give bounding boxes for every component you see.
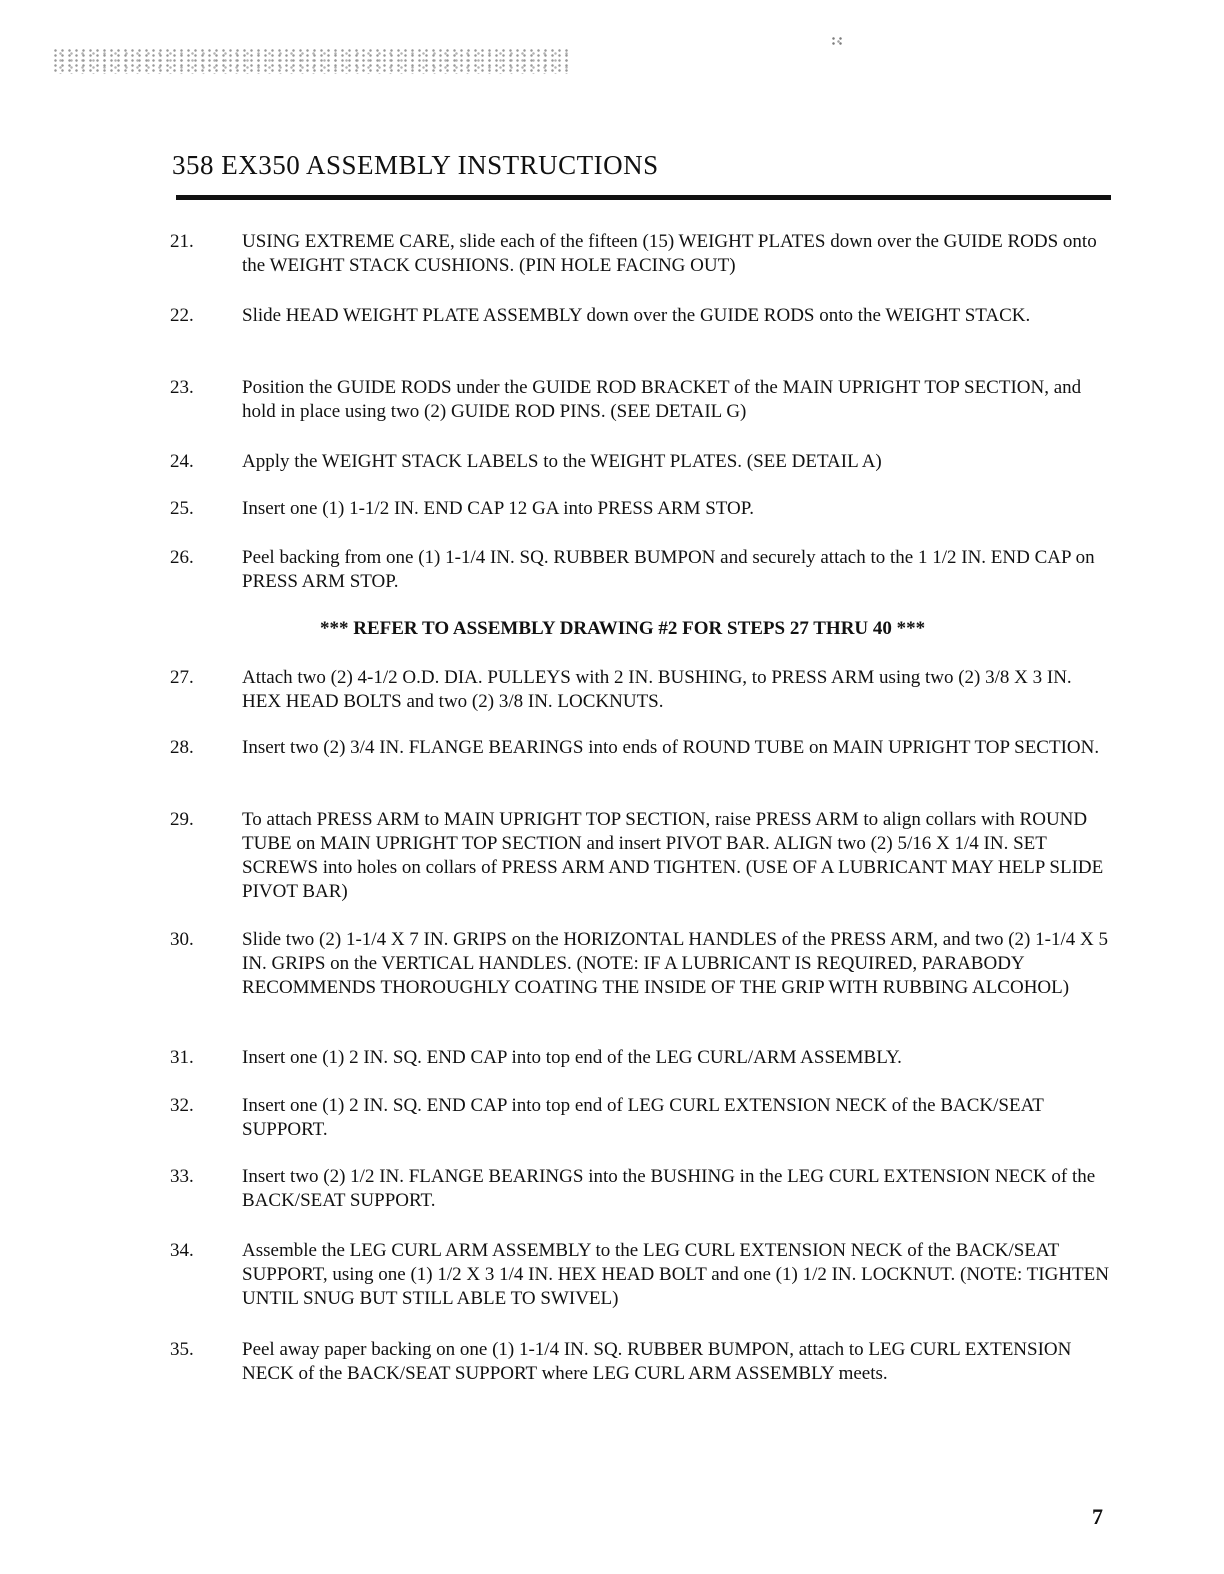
step-text: Slide HEAD WEIGHT PLATE ASSEMBLY down over the GUIDE RODS onto the WEIGHT STACK. — [242, 305, 1031, 326]
step-number: 34. — [170, 1240, 194, 1261]
step-number: 23. — [170, 377, 194, 398]
title-rule — [176, 195, 1111, 200]
step-text: Insert one (1) 2 IN. SQ. END CAP into top end of the LEG CURL/ARM ASSEMBLY. — [242, 1047, 902, 1068]
step-text: To attach PRESS ARM to MAIN UPRIGHT TOP SECTION, raise PRESS ARM to align collars with ROUND TUBE on MAIN UPRIGHT TOP SECTION and insert PIVOT BAR. ALIGN two (2) 5/16 X 1/4 IN. SET SCREWS into holes on collars of PRESS ARM AND TIGHTEN. (USE OF A LUBRICANT MAY HELP SLIDE PIVOT BAR) — [242, 809, 1104, 902]
step-text: Attach two (2) 4-1/2 O.D. DIA. PULLEYS with 2 IN. BUSHING, to PRESS ARM using two (2) 3/8 X 3 IN. HEX HEAD BOLTS and two (2) 3/8 IN. LOCKNUTS. — [242, 667, 1072, 712]
step-text: Insert one (1) 2 IN. SQ. END CAP into top end of LEG CURL EXTENSION NECK of the BACK/SEAT SUPPORT. — [242, 1095, 1044, 1140]
page-number: 7 — [1092, 1504, 1103, 1529]
step-text: Insert two (2) 3/4 IN. FLANGE BEARINGS into ends of ROUND TUBE on MAIN UPRIGHT TOP SECTION. — [242, 737, 1100, 758]
step-text: Slide two (2) 1-1/4 X 7 IN. GRIPS on the HORIZONTAL HANDLES of the PRESS ARM, and two (2) 1-1/4 X 5 IN. GRIPS on the VERTICAL HANDLES. (NOTE: IF A LUBRICANT IS REQUIRED, PARABODY RECOMMENDS THOROUGHLY COATING THE INSIDE OF THE GRIP WITH RUBBING ALCOHOL) — [242, 929, 1108, 998]
step-number: 31. — [170, 1047, 194, 1068]
step-number: 21. — [170, 231, 194, 252]
step-number: 28. — [170, 737, 194, 758]
step-text: Insert two (2) 1/2 IN. FLANGE BEARINGS into the BUSHING in the LEG CURL EXTENSION NECK of the BACK/SEAT SUPPORT. — [242, 1166, 1096, 1211]
page-title: 358 EX350 ASSEMBLY INSTRUCTIONS — [172, 150, 659, 180]
step-number: 33. — [170, 1166, 194, 1187]
step-number: 30. — [170, 929, 194, 950]
step-text: Apply the WEIGHT STACK LABELS to the WEIGHT PLATES. (SEE DETAIL A) — [242, 451, 882, 472]
step-text: Insert one (1) 1-1/2 IN. END CAP 12 GA into PRESS ARM STOP. — [242, 498, 754, 519]
step-number: 26. — [170, 547, 194, 568]
step-number: 29. — [170, 809, 194, 830]
step-number: 27. — [170, 667, 194, 688]
refer-note: *** REFER TO ASSEMBLY DRAWING #2 FOR STEPS 27 THRU 40 *** — [320, 618, 926, 639]
step-text: Position the GUIDE RODS under the GUIDE ROD BRACKET of the MAIN UPRIGHT TOP SECTION, and hold in place using two (2) GUIDE ROD PINS. (SEE DETAIL G) — [242, 377, 1082, 422]
step-number: 24. — [170, 451, 194, 472]
step-number: 35. — [170, 1339, 194, 1360]
step-text: Peel away paper backing on one (1) 1-1/4 IN. SQ. RUBBER BUMPON, attach to LEG CURL EXTENSION NECK of the BACK/SEAT SUPPORT where LEG CURL ARM ASSEMBLY meets. — [242, 1339, 1072, 1384]
step-number: 32. — [170, 1095, 194, 1116]
step-number: 22. — [170, 305, 194, 326]
step-text: Peel backing from one (1) 1-1/4 IN. SQ. RUBBER BUMPON and securely attach to the 1 1/2 IN. END CAP on PRESS ARM STOP. — [242, 547, 1095, 592]
step-number: 25. — [170, 498, 194, 519]
step-text: USING EXTREME CARE, slide each of the fifteen (15) WEIGHT PLATES down over the GUIDE RODS onto the WEIGHT STACK CUSHIONS. (PIN HOLE FACING OUT) — [242, 231, 1097, 276]
scan-noise-speck — [830, 36, 844, 46]
step-text: Assemble the LEG CURL ARM ASSEMBLY to the LEG CURL EXTENSION NECK of the BACK/SEAT SUPPORT, using one (1) 1/2 X 3 1/4 IN. HEX HEAD BOLT and one (1) 1/2 IN. LOCKNUT. (NOTE: TIGHTEN UNTIL SNUG BUT STILL ABLE TO SWIVEL) — [242, 1240, 1109, 1309]
scan-noise-header — [52, 48, 572, 74]
